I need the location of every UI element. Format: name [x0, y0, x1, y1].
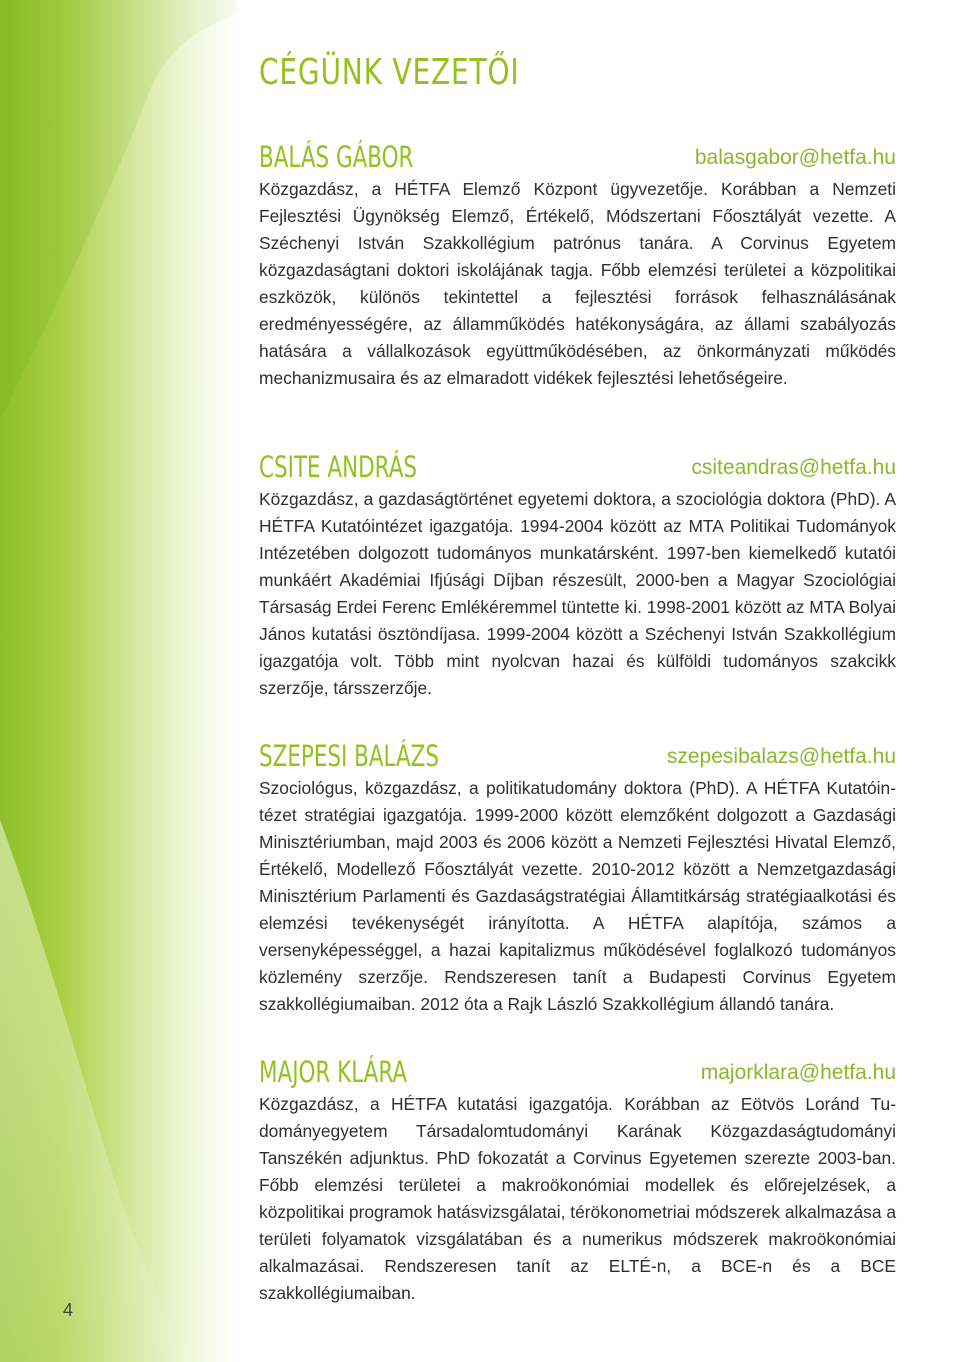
person-name: SZEPESI BALÁZS	[259, 739, 440, 773]
page-title: CÉGÜNK VEZETŐI	[259, 52, 520, 93]
page-number: 4	[63, 1300, 74, 1320]
person-bio: Szociológus, közgazdász, a politikatudomány doktora (PhD). A HÉTFA Kutatóintézet stratégiai igazgatója. 1999-2000 között elemzőként dolgozott a Gazdasági Minisztériumban, majd 2003 és 2006 között a Nemzeti Fejlesztési Hivatal Elemző, Értékelő, Modellező Főosztályát vezette. 2010-2012 között a Nemzetgazdasági Minisztérium Parlamenti és Gazdaságstratégiai Államtitkárság stratégiaalkotási és elemzési tevékenységét irányította. A HÉTFA alapítója, számos a versenyképességgel, a hazai kapitalizmus működésével foglalkozó tudományos közlemény szerzője. Rendszeresen tanít a Budapesti Corvinus Egyetem szakkollégiumaiban. 2012 óta a Rajk László Szakkollégium állandó tanára.	[259, 778, 896, 1014]
person-csite-andras	[259, 450, 896, 702]
person-szepesi-balazs	[259, 739, 896, 1018]
email-link[interactable]: majorklara@hetfa.hu	[700, 1061, 896, 1084]
email-link[interactable]: szepesibalazs@hetfa.hu	[666, 745, 896, 768]
person-bio: Közgazdász, a HÉTFA kutatási igazgatója. Korábban az Eötvös Loránd Tudományegyetem Társadalomtudományi Karának Közgazdaságtudományi Tanszékén adjunktus. PhD fokozatát a Corvinus Egyetemen szerezte 2003-ban. Főbb elemzési területei a makroökonómiai modellek és előrejelzések, a közpolitikai programok hatásvizsgálatai, térökonometriai módszerek alkalmazása a területi folyamatok vizsgálatában és a numerikus módszerek makroökonómiai alkalmazásai. Rendszeresen tanít az ELTÉ-n, a BCE-n és a BCE szakkollégiumaiban.	[259, 1094, 896, 1303]
email-link[interactable]: balasgabor@hetfa.hu	[694, 146, 896, 169]
person-name: CSITE ANDRÁS	[259, 450, 418, 484]
person-header	[259, 450, 896, 486]
person-header	[259, 1055, 896, 1091]
email-link[interactable]: csiteandras@hetfa.hu	[691, 456, 896, 479]
person-name: BALÁS GÁBOR	[259, 140, 414, 174]
person-bio: Közgazdász, a gazdaságtörténet egyetemi doktora, a szociológia doktora (PhD). A HÉTFA Kutatóintézet igazgatója. 1994-2004 között az MTA Politikai Tudományok Intézetében dolgozott tudományos munkatársként. 1997-ben kiemelkedő kutatói munkáért Akadémiai Ifjúsági Díjban részesült, 2000-ben a Magyar Szociológiai Társaság Erdei Ferenc Emlékéremmel tüntette ki. 1998-2001 között az MTA Bolyai János kutatási ösztöndíjasa. 1999-2004 között a Széchenyi István Szakkollégium igazgatója volt. Több mint nyolcvan hazai és külföldi tudományos szakcikk szerzője, társszerzője.	[259, 489, 896, 698]
person-major-klara	[259, 1055, 896, 1307]
person-header	[259, 739, 896, 775]
person-header	[259, 140, 896, 176]
person-name: MAJOR KLÁRA	[259, 1055, 408, 1089]
person-bio: Közgazdász, a HÉTFA Elemző Központ ügyvezetője. Korábban a Nemzeti Fejlesztési Ügynökség Elemző, Értékelő, Módszertani Főosztályát vezette. A Széchenyi István Szakkollégium patrónus tanára. A Corvinus Egyetem közgazdaságtani doktori iskolájának tagja. Főbb elemzési területei a közpolitikai eszközök, különös tekintettel a fejlesztési források felhasználásának eredményességére, az államműködés hatékonyságára, az állami szabályozás hatására a vállalkozások együttműködésében, az önkormányzati működés mechanizmusaira és az elmaradott vidékek fejlesztési lehetőségeire.	[259, 179, 896, 388]
person-balas-gabor	[259, 140, 896, 392]
